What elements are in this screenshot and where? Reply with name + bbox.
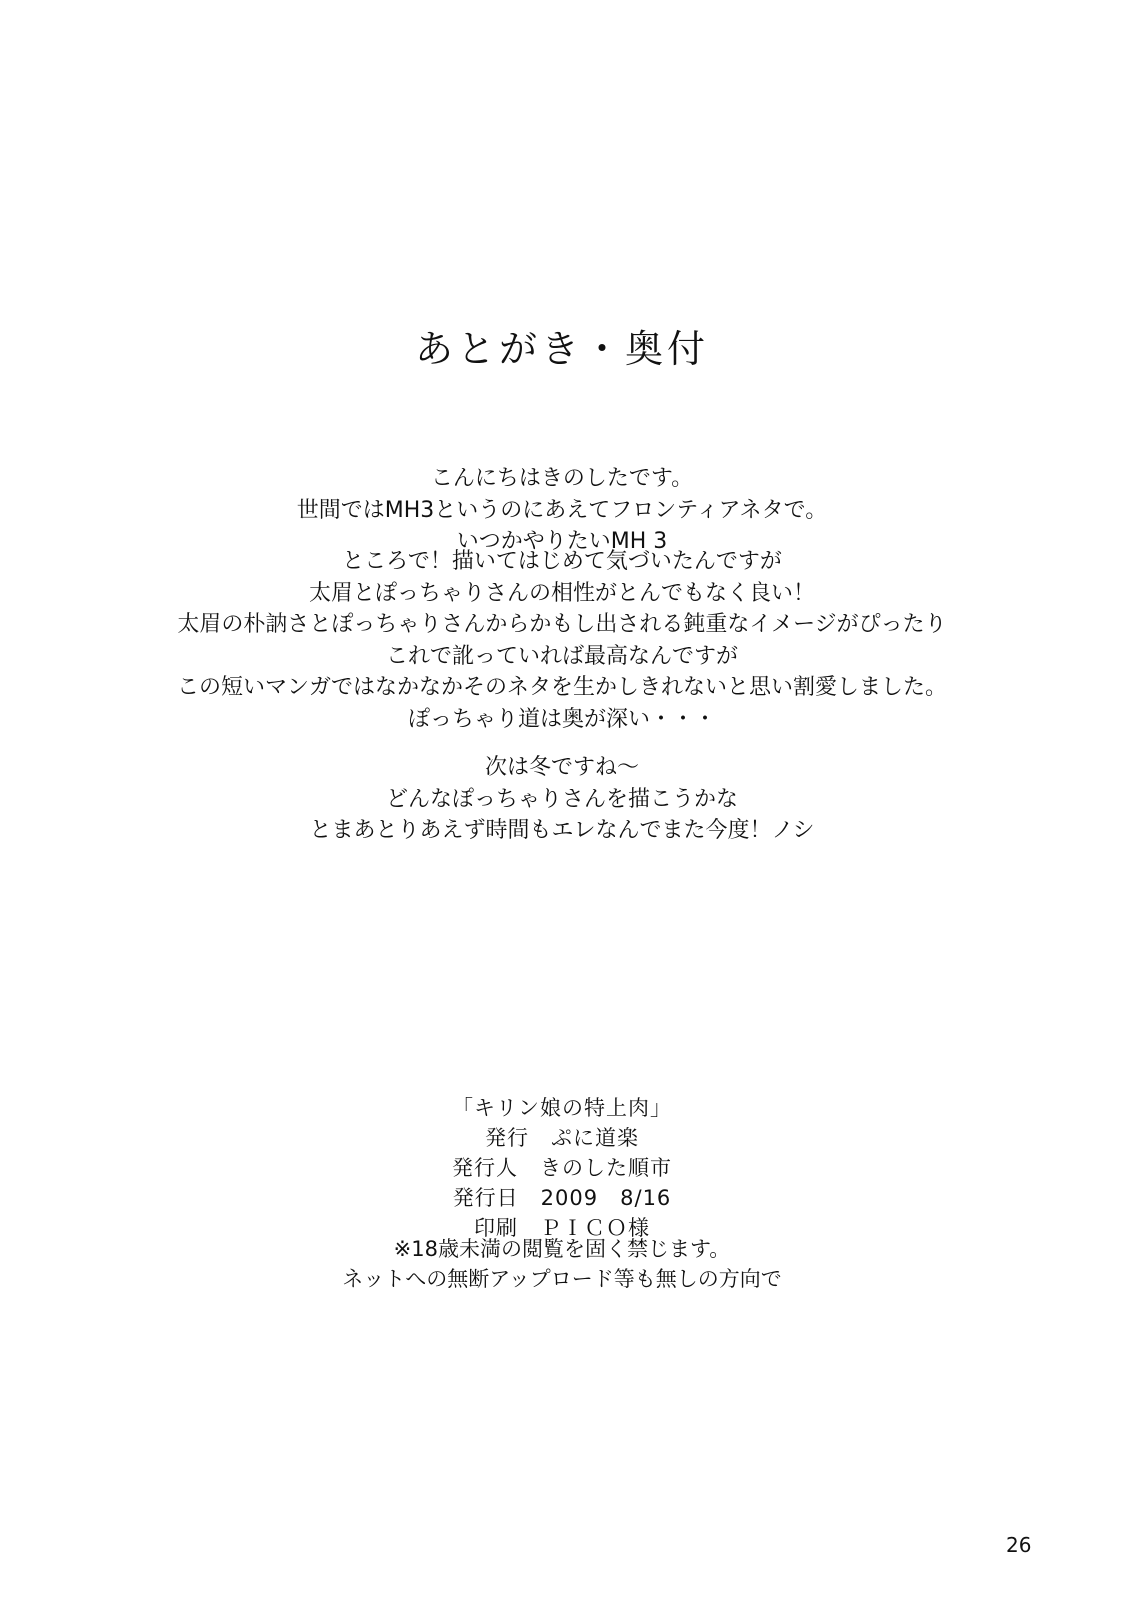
intro-paragraph bbox=[0, 463, 1124, 558]
body-line: これで訛っていれば最高なんですが bbox=[385, 643, 738, 669]
colophon-printer: 印刷 ＰＩＣＯ様 bbox=[474, 1216, 650, 1240]
intro-line: いつかやりたいMH 3 bbox=[456, 529, 668, 554]
colophon-date: 発行日 2009 8/16 bbox=[452, 1186, 672, 1210]
age-notice bbox=[0, 1234, 1124, 1294]
body-line: ぽっちゃり道は奥が深い・・・ bbox=[407, 706, 716, 732]
colophon-author: 発行人 きのした順市 bbox=[452, 1156, 672, 1180]
body-line: 太眉の朴訥さとぽっちゃりさんからかもし出される鈍重なイメージがぴったり bbox=[177, 612, 947, 637]
colophon bbox=[0, 1093, 1124, 1243]
closing-line: とまあとりあえず時間もエレなんでまた今度！ノシ bbox=[309, 818, 815, 843]
closing-line: どんなぽっちゃりさんを描こうかな bbox=[385, 786, 738, 812]
intro-line: 世間ではMH3というのにあえてフロンティアネタで。 bbox=[296, 497, 828, 523]
intro-line: こんにちはきのしたです。 bbox=[430, 466, 694, 491]
body-paragraph bbox=[0, 546, 1124, 735]
page-title: あとがき・奥付 bbox=[414, 327, 709, 371]
closing-line: 次は冬ですね～ bbox=[484, 755, 639, 780]
closing-paragraph bbox=[0, 752, 1124, 847]
colophon-publisher: 発行 ぷに道楽 bbox=[485, 1126, 639, 1150]
colophon-book-title: 「キリン娘の特上肉」 bbox=[452, 1096, 672, 1120]
body-line: この短いマンガではなかなかそのネタを生かしきれないと思い割愛しました。 bbox=[176, 675, 947, 700]
notice-line: ネットへの無断アップロード等も無しの方向で bbox=[342, 1267, 782, 1291]
notice-line: ※18歳未満の閲覧を固く禁じます。 bbox=[393, 1237, 731, 1261]
body-line: 太眉とぽっちゃりさんの相性がとんでもなく良い！ bbox=[308, 580, 815, 606]
body-line: ところで！描いてはじめて気づいたんですが bbox=[342, 549, 782, 574]
page-number: 26 bbox=[1006, 1533, 1032, 1557]
